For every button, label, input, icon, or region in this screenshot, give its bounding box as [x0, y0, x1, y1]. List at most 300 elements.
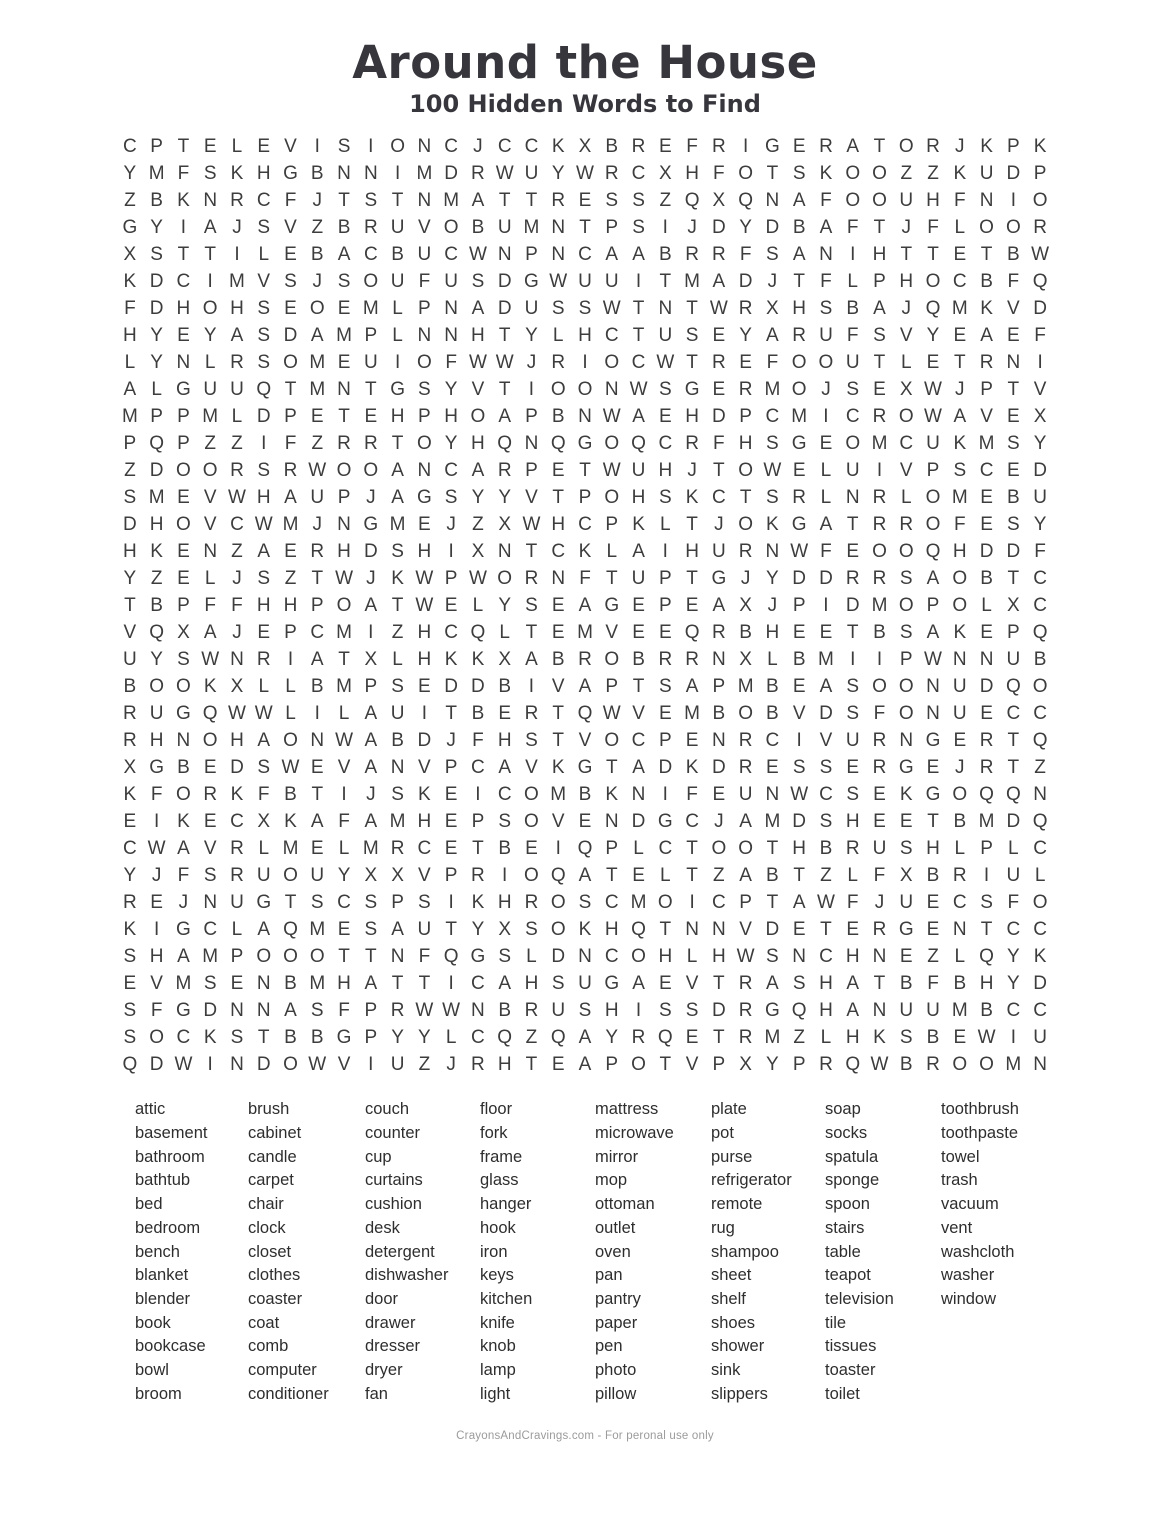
grid-cell: E: [792, 460, 806, 482]
grid-cell: O: [738, 163, 753, 185]
grid-cell: J: [366, 784, 376, 806]
grid-cell: A: [605, 244, 619, 266]
grid-cell: T: [177, 136, 190, 158]
grid-cell: V: [605, 622, 619, 644]
word-list-item: socks: [825, 1124, 868, 1142]
grid-cell: W: [763, 460, 782, 482]
grid-cell: O: [872, 541, 887, 563]
grid-cell: N: [444, 325, 458, 347]
grid-cell: E: [1006, 406, 1020, 428]
grid-cell: V: [899, 460, 913, 482]
grid-cell: V: [551, 811, 565, 833]
grid-cell: U: [845, 460, 860, 482]
grid-cell: L: [767, 649, 778, 671]
grid-cell: B: [551, 406, 565, 428]
grid-cell: S: [123, 1027, 137, 1049]
grid-cell: V: [471, 379, 485, 401]
word-list-item: oven: [595, 1242, 631, 1261]
word-list-item: ottoman: [595, 1195, 655, 1214]
grid-cell: I: [448, 541, 454, 563]
grid-cell: S: [525, 919, 538, 941]
grid-cell: H: [444, 406, 458, 428]
grid-cell: E: [284, 244, 297, 266]
word-list-item: iron: [480, 1242, 508, 1261]
grid-cell: S: [418, 379, 431, 401]
grid-cell: R: [363, 217, 378, 239]
grid-cell: I: [528, 379, 535, 401]
grid-cell: T: [659, 919, 672, 941]
grid-cell: R: [551, 190, 566, 212]
word-search-grid: [117, 133, 1054, 1078]
grid-cell: B: [391, 244, 404, 266]
grid-cell: O: [979, 217, 994, 239]
grid-cell: R: [685, 244, 699, 266]
grid-cell: O: [631, 1054, 646, 1076]
grid-cell: W: [924, 379, 942, 401]
grid-cell: S: [391, 676, 404, 698]
grid-row: [117, 268, 1054, 295]
grid-cell: Y: [418, 1027, 431, 1049]
grid-cell: I: [796, 730, 802, 752]
grid-cell: P: [658, 595, 672, 617]
grid-cell: D: [256, 406, 271, 428]
word-list-item: pillow: [595, 1384, 637, 1403]
grid-cell: R: [711, 136, 726, 158]
grid-cell: O: [1032, 676, 1048, 698]
grid-cell: S: [203, 865, 217, 887]
grid-cell: G: [256, 892, 272, 914]
grid-cell: R: [979, 352, 994, 374]
grid-cell: Q: [979, 946, 994, 968]
grid-row: [117, 565, 1054, 592]
grid-cell: R: [123, 892, 137, 914]
grid-cell: N: [417, 136, 432, 158]
grid-cell: H: [471, 433, 485, 455]
grid-cell: T: [686, 838, 698, 860]
grid-cell: A: [712, 271, 726, 293]
grid-cell: I: [207, 1054, 213, 1076]
grid-row: [117, 808, 1054, 835]
grid-cell: S: [658, 487, 672, 509]
grid-cell: C: [524, 136, 539, 158]
grid-cell: U: [524, 163, 539, 185]
grid-cell: U: [1033, 487, 1047, 509]
grid-cell: P: [712, 676, 726, 698]
grid-cell: A: [310, 649, 324, 671]
grid-cell: Z: [927, 163, 939, 185]
grid-cell: Y: [444, 433, 458, 455]
grid-cell: D: [444, 163, 458, 185]
grid-cell: S: [177, 649, 190, 671]
grid-cell: M: [737, 676, 754, 698]
grid-cell: H: [685, 163, 699, 185]
word-list-item: shoes: [711, 1313, 756, 1332]
grid-cell: S: [257, 298, 271, 320]
grid-cell: V: [123, 622, 137, 644]
grid-cell: M: [764, 379, 781, 401]
grid-cell: S: [685, 1000, 699, 1022]
grid-cell: R: [872, 568, 887, 590]
grid-cell: Y: [444, 379, 458, 401]
grid-cell: B: [498, 676, 512, 698]
grid-cell: E: [284, 298, 297, 320]
word-list-item: washer: [941, 1266, 995, 1285]
grid-cell: S: [578, 1000, 592, 1022]
grid-cell: L: [258, 676, 270, 698]
grid-cell: O: [497, 568, 513, 590]
grid-cell: R: [711, 622, 726, 644]
grid-cell: H: [765, 622, 780, 644]
grid-cell: B: [578, 784, 592, 806]
worksheet-header: [0, 38, 1170, 118]
grid-cell: F: [338, 811, 350, 833]
grid-cell: T: [1007, 568, 1020, 590]
grid-cell: K: [471, 892, 485, 914]
grid-cell: U: [390, 1054, 405, 1076]
grid-cell: Z: [659, 190, 672, 212]
grid-cell: P: [926, 460, 940, 482]
word-list-item: lamp: [480, 1361, 516, 1380]
grid-cell: M: [684, 703, 700, 725]
grid-cell: S: [899, 1027, 913, 1049]
grid-cell: F: [177, 163, 190, 185]
grid-cell: E: [685, 730, 699, 752]
grid-cell: T: [632, 298, 645, 320]
grid-cell: O: [738, 514, 753, 536]
grid-cell: P: [364, 1027, 378, 1049]
grid-cell: K: [391, 568, 404, 590]
grid-cell: S: [123, 487, 137, 509]
grid-cell: W: [977, 1027, 996, 1049]
word-list-item: mop: [595, 1171, 628, 1190]
grid-cell: K: [953, 622, 967, 644]
grid-cell: O: [416, 433, 432, 455]
grid-cell: E: [123, 973, 137, 995]
grid-row: [117, 943, 1054, 970]
grid-row: [117, 484, 1054, 511]
grid-cell: D: [123, 514, 137, 536]
grid-cell: T: [686, 514, 698, 536]
grid-cell: B: [980, 271, 993, 293]
grid-cell: N: [979, 649, 994, 671]
grid-cell: I: [234, 244, 240, 266]
grid-cell: B: [150, 595, 163, 617]
grid-cell: P: [926, 595, 940, 617]
grid-cell: H: [578, 325, 592, 347]
grid-cell: L: [552, 325, 564, 347]
grid-cell: R: [926, 1054, 940, 1076]
grid-cell: W: [174, 1054, 193, 1076]
word-list-column: [711, 1098, 825, 1406]
grid-cell: A: [257, 730, 271, 752]
grid-cell: O: [336, 595, 352, 617]
grid-cell: V: [284, 217, 297, 239]
grid-cell: D: [497, 271, 512, 293]
grid-cell: B: [953, 973, 967, 995]
grid-cell: S: [873, 325, 886, 347]
grid-cell: M: [577, 622, 593, 644]
grid-cell: R: [819, 136, 833, 158]
grid-cell: I: [1010, 1027, 1016, 1049]
grid-cell: T: [980, 919, 993, 941]
page-subtitle: 100 Hidden Words to Find: [409, 89, 761, 118]
grid-cell: Y: [1033, 514, 1047, 536]
grid-cell: L: [847, 865, 858, 887]
grid-cell: T: [391, 973, 404, 995]
grid-cell: W: [495, 163, 514, 185]
grid-cell: Y: [1006, 946, 1020, 968]
grid-cell: I: [662, 217, 668, 239]
grid-cell: Y: [498, 487, 512, 509]
grid-cell: A: [953, 406, 967, 428]
grid-cell: A: [766, 325, 779, 347]
grid-cell: C: [230, 514, 244, 536]
grid-cell: O: [898, 676, 914, 698]
grid-cell: O: [363, 271, 379, 293]
word-list-item: floor: [480, 1100, 513, 1119]
word-list-item: spatula: [825, 1147, 879, 1166]
grid-cell: S: [846, 784, 860, 806]
grid-cell: S: [525, 595, 538, 617]
grid-cell: R: [845, 838, 860, 860]
grid-cell: K: [230, 784, 244, 806]
grid-cell: T: [846, 514, 859, 536]
grid-row: [117, 781, 1054, 808]
word-list-item: attic: [135, 1100, 166, 1119]
grid-cell: R: [872, 919, 887, 941]
grid-cell: O: [390, 136, 405, 158]
grid-cell: P: [792, 595, 806, 617]
grid-cell: B: [551, 649, 565, 671]
grid-cell: H: [417, 622, 432, 644]
grid-cell: S: [257, 325, 271, 347]
grid-cell: X: [739, 649, 752, 671]
grid-cell: N: [230, 1000, 244, 1022]
grid-cell: E: [551, 460, 565, 482]
grid-cell: V: [632, 703, 645, 725]
grid-cell: Q: [684, 622, 700, 644]
grid-cell: Z: [311, 217, 324, 239]
grid-cell: T: [124, 595, 136, 617]
grid-cell: T: [766, 892, 779, 914]
grid-cell: I: [983, 865, 990, 887]
grid-cell: D: [738, 271, 753, 293]
grid-cell: Y: [471, 919, 485, 941]
grid-cell: Q: [122, 1054, 138, 1076]
grid-cell: N: [578, 946, 592, 968]
grid-cell: F: [739, 244, 752, 266]
grid-cell: A: [337, 244, 351, 266]
grid-cell: T: [659, 271, 672, 293]
grid-cell: U: [738, 784, 753, 806]
grid-cell: I: [689, 892, 695, 914]
page-title: Around the House: [352, 36, 818, 89]
word-list-item: toaster: [825, 1361, 876, 1380]
grid-row: [117, 295, 1054, 322]
grid-cell: Q: [657, 1027, 673, 1049]
word-list-item: mirror: [595, 1147, 639, 1166]
grid-cell: P: [658, 730, 672, 752]
grid-cell: D: [551, 946, 566, 968]
grid-cell: O: [925, 487, 941, 509]
grid-cell: A: [498, 406, 512, 428]
grid-cell: Q: [550, 1027, 566, 1049]
grid-cell: O: [283, 730, 298, 752]
grid-cell: H: [497, 892, 512, 914]
grid-cell: A: [391, 487, 404, 509]
word-list-item: blender: [135, 1289, 191, 1308]
grid-cell: W: [629, 379, 648, 401]
grid-cell: Q: [202, 703, 218, 725]
grid-cell: S: [203, 973, 217, 995]
grid-cell: E: [578, 190, 592, 212]
grid-cell: V: [1033, 379, 1047, 401]
grid-cell: U: [256, 865, 271, 887]
grid-cell: M: [764, 811, 781, 833]
grid-cell: P: [150, 136, 163, 158]
grid-cell: M: [523, 217, 540, 239]
grid-cell: D: [1006, 541, 1021, 563]
grid-cell: H: [123, 541, 137, 563]
word-list-item: toothpaste: [941, 1124, 1019, 1142]
grid-cell: S: [337, 271, 351, 293]
grid-cell: A: [203, 622, 217, 644]
grid-cell: A: [873, 298, 886, 320]
grid-cell: B: [284, 784, 297, 806]
grid-cell: Y: [766, 1054, 779, 1076]
grid-cell: P: [391, 892, 404, 914]
grid-cell: A: [792, 190, 806, 212]
grid-cell: V: [685, 973, 699, 995]
grid-cell: I: [582, 352, 588, 374]
grid-cell: D: [283, 325, 298, 347]
grid-cell: A: [819, 514, 833, 536]
grid-cell: U: [390, 217, 405, 239]
grid-cell: B: [310, 163, 324, 185]
grid-cell: D: [792, 811, 807, 833]
word-list-item: clothes: [248, 1266, 301, 1285]
grid-cell: V: [150, 973, 163, 995]
grid-cell: K: [203, 676, 217, 698]
grid-cell: M: [336, 676, 352, 698]
grid-cell: S: [819, 298, 833, 320]
grid-cell: H: [952, 541, 967, 563]
grid-cell: T: [1007, 757, 1020, 779]
grid-cell: O: [604, 352, 620, 374]
grid-cell: S: [391, 541, 404, 563]
grid-cell: L: [633, 838, 644, 860]
grid-cell: T: [793, 865, 805, 887]
grid-cell: I: [394, 352, 401, 374]
word-list-item: frame: [480, 1147, 523, 1166]
grid-cell: Y: [605, 1027, 619, 1049]
grid-cell: F: [873, 865, 886, 887]
grid-cell: R: [711, 352, 726, 374]
grid-cell: O: [952, 595, 968, 617]
grid-cell: D: [1006, 163, 1021, 185]
grid-cell: K: [471, 649, 485, 671]
grid-cell: Y: [123, 163, 137, 185]
grid-cell: H: [497, 1054, 512, 1076]
grid-cell: T: [605, 865, 618, 887]
grid-cell: T: [793, 271, 805, 293]
grid-cell: V: [418, 757, 431, 779]
grid-cell: Z: [793, 1027, 805, 1049]
grid-cell: T: [552, 730, 565, 752]
grid-cell: U: [1006, 865, 1021, 887]
grid-cell: E: [498, 703, 512, 725]
grid-cell: P: [578, 487, 592, 509]
grid-cell: S: [632, 217, 645, 239]
grid-cell: D: [203, 1000, 218, 1022]
grid-cell: U: [578, 973, 592, 995]
grid-cell: R: [738, 730, 753, 752]
grid-cell: W: [201, 649, 220, 671]
grid-cell: C: [1033, 919, 1047, 941]
grid-cell: H: [256, 487, 271, 509]
grid-cell: D: [711, 1000, 726, 1022]
grid-cell: E: [364, 406, 378, 428]
grid-cell: P: [525, 406, 538, 428]
grid-cell: P: [284, 622, 297, 644]
grid-cell: S: [257, 460, 271, 482]
grid-cell: U: [952, 703, 967, 725]
grid-cell: P: [712, 1054, 726, 1076]
grid-cell: O: [550, 379, 566, 401]
grid-cell: F: [820, 190, 832, 212]
grid-cell: O: [791, 379, 807, 401]
grid-cell: C: [337, 892, 351, 914]
grid-cell: T: [525, 190, 538, 212]
grid-cell: L: [231, 919, 243, 941]
grid-cell: R: [819, 1054, 833, 1076]
word-list-item: purse: [711, 1147, 753, 1166]
grid-cell: N: [417, 460, 432, 482]
grid-cell: A: [310, 811, 324, 833]
grid-cell: B: [926, 1027, 940, 1049]
grid-cell: J: [473, 136, 483, 158]
grid-cell: P: [525, 460, 538, 482]
grid-cell: T: [846, 622, 859, 644]
grid-cell: T: [284, 379, 297, 401]
grid-cell: O: [872, 676, 887, 698]
grid-cell: T: [525, 1054, 538, 1076]
grid-cell: N: [230, 649, 244, 671]
grid-cell: S: [899, 838, 913, 860]
grid-cell: P: [177, 595, 190, 617]
grid-cell: I: [742, 136, 749, 158]
grid-cell: T: [311, 784, 324, 806]
grid-cell: S: [578, 298, 592, 320]
grid-cell: K: [123, 271, 137, 293]
grid-cell: J: [687, 217, 697, 239]
grid-cell: T: [525, 622, 538, 644]
grid-cell: F: [846, 892, 859, 914]
grid-cell: T: [632, 325, 645, 347]
grid-cell: O: [416, 352, 432, 374]
grid-cell: F: [1034, 325, 1046, 347]
grid-cell: D: [149, 460, 164, 482]
grid-cell: J: [232, 568, 242, 590]
grid-cell: Q: [470, 622, 486, 644]
grid-cell: L: [686, 946, 698, 968]
grid-cell: F: [873, 703, 886, 725]
grid-cell: I: [823, 406, 829, 428]
grid-cell: T: [579, 217, 591, 239]
grid-cell: Z: [124, 190, 136, 212]
grid-cell: Y: [739, 217, 752, 239]
grid-cell: W: [1031, 244, 1050, 266]
